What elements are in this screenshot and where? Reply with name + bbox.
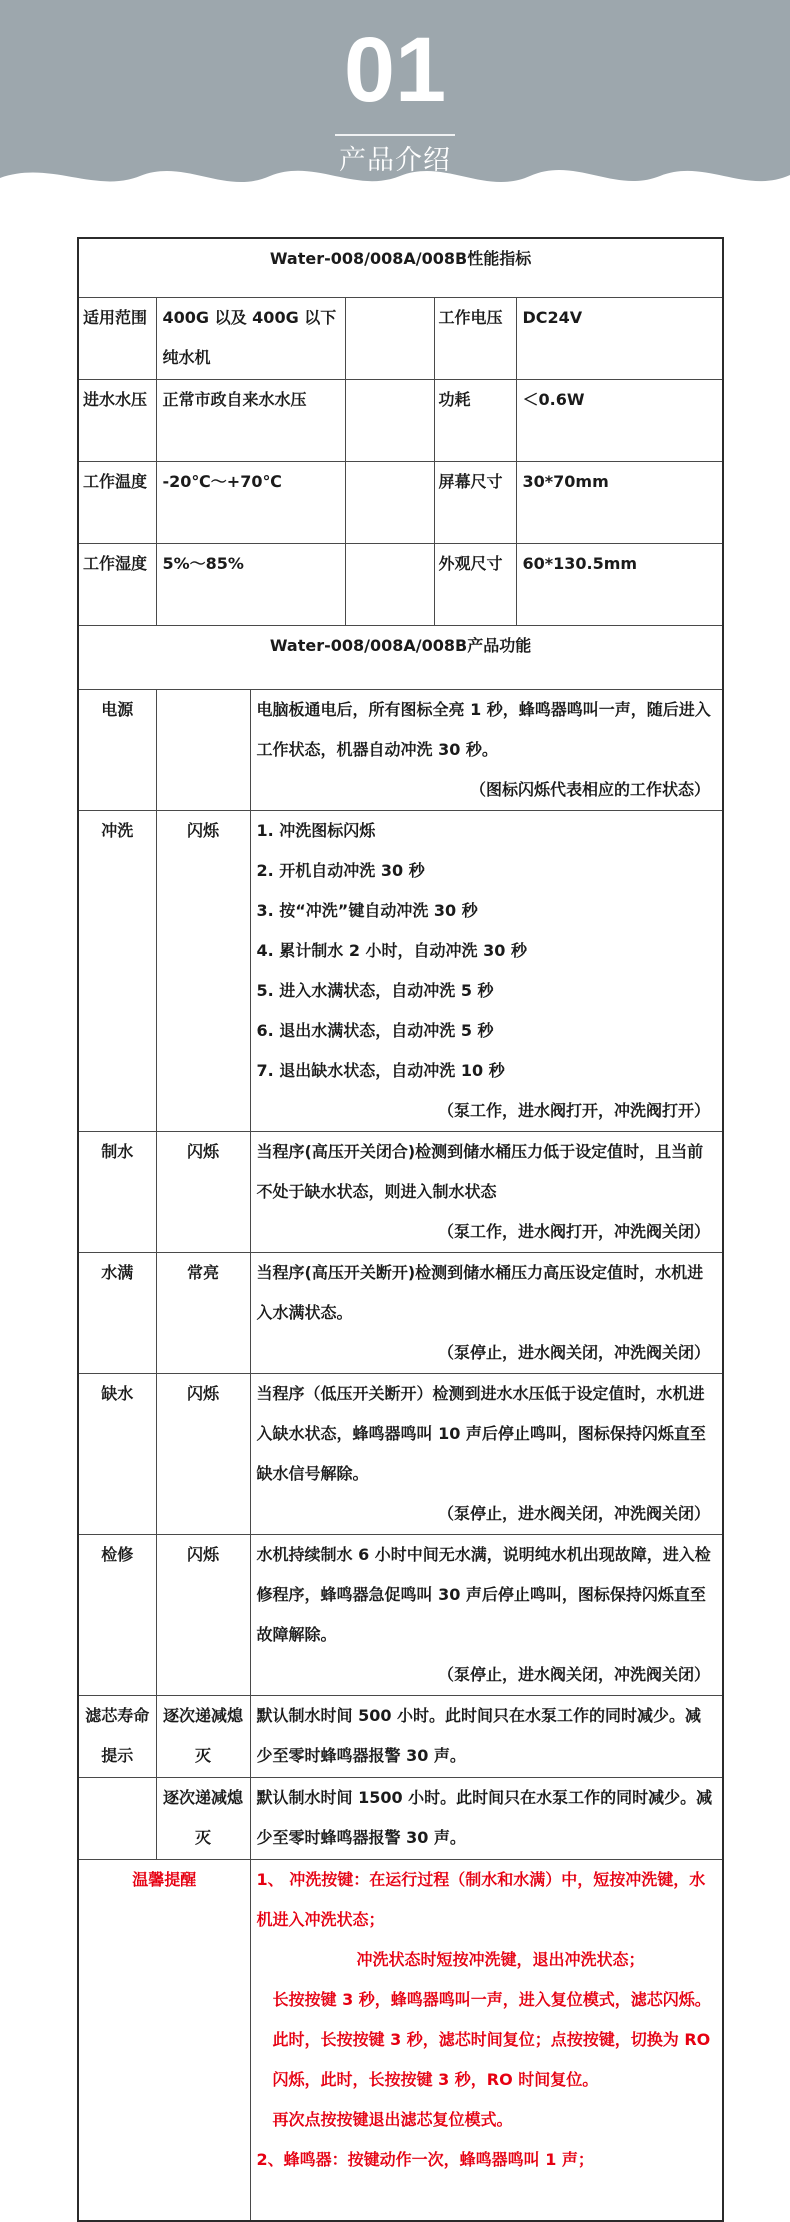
function-state	[156, 689, 250, 810]
spec-value: 60*130.5mm	[516, 543, 723, 625]
description-line: 7. 退出缺水状态，自动冲洗 10 秒	[256, 1060, 505, 1080]
spec-label: 工作湿度	[78, 543, 156, 625]
section-title: 产品介绍	[339, 145, 451, 176]
description-line: 6. 退出水满状态，自动冲洗 5 秒	[256, 1020, 494, 1040]
banner-divider	[335, 134, 455, 136]
spec-row	[78, 379, 723, 461]
function-name: 滤芯寿命提示	[78, 1695, 156, 1777]
function-name: 检修	[78, 1534, 156, 1695]
tip-line: 1、 冲洗按键：在运行过程（制水和水满）中，短按冲洗键，水机进入冲洗状态；	[256, 1869, 706, 1929]
function-description	[250, 1373, 723, 1534]
function-state: 常亮	[156, 1252, 250, 1373]
tip-line: 冲洗状态时短按冲洗键，退出冲洗状态；	[356, 1949, 645, 1969]
function-description	[250, 1252, 723, 1373]
spec-empty-cell	[345, 297, 434, 379]
spec-value: 30*70mm	[516, 461, 723, 543]
function-row-filter-1	[78, 1695, 723, 1777]
spec-empty-cell	[345, 379, 434, 461]
spec-empty-cell	[345, 543, 434, 625]
description-note: （泵停止，进水阀关闭，冲洗阀关闭）	[438, 1503, 711, 1523]
header-banner	[0, 0, 790, 200]
description-line: 当程序(高压开关断开)检测到储水桶压力高压设定值时，水机进入水满状态。	[256, 1262, 704, 1322]
tips-description	[250, 1859, 723, 2221]
spec-label: 功耗	[434, 379, 516, 461]
function-state: 闪烁	[156, 1534, 250, 1695]
description-note: （图标闪烁代表相应的工作状态）	[470, 779, 711, 799]
function-row-water-full	[78, 1252, 723, 1373]
function-description	[250, 810, 723, 1131]
function-row-tips	[78, 1859, 723, 2221]
description-line: 2. 开机自动冲洗 30 秒	[256, 860, 425, 880]
description-line: 5. 进入水满状态，自动冲洗 5 秒	[256, 980, 494, 1000]
spec-row	[78, 543, 723, 625]
function-description	[250, 689, 723, 810]
description-line: 当程序(高压开关闭合)检测到储水桶压力低于设定值时，且当前不处于缺水状态，则进入制水状态	[256, 1141, 704, 1201]
description-line: 1. 冲洗图标闪烁	[256, 820, 376, 840]
spec-value: -20℃～+70℃	[156, 461, 345, 543]
function-name: 电源	[78, 689, 156, 810]
function-state: 逐次递减熄灭	[156, 1777, 250, 1859]
section-number: 01	[343, 19, 447, 121]
function-description: 默认制水时间 1500 小时。此时间只在水泵工作的同时减少。减少至零时蜂鸣器报警 30 声。	[250, 1777, 723, 1859]
spec-value: 正常市政自来水水压	[156, 379, 345, 461]
function-description	[250, 1534, 723, 1695]
function-name: 缺水	[78, 1373, 156, 1534]
spec-label: 进水水压	[78, 379, 156, 461]
spec-row	[78, 297, 723, 379]
function-row-filter-2	[78, 1777, 723, 1859]
spec-label: 工作温度	[78, 461, 156, 543]
function-name	[78, 1777, 156, 1859]
function-description: 默认制水时间 500 小时。此时间只在水泵工作的同时减少。减少至零时蜂鸣器报警 30 声。	[250, 1695, 723, 1777]
function-row-make-water	[78, 1131, 723, 1252]
description-note: （泵工作，进水阀打开，冲洗阀打开）	[438, 1100, 711, 1120]
function-row-power	[78, 689, 723, 810]
description-line: 3. 按“冲洗”键自动冲洗 30 秒	[256, 900, 478, 920]
spec-value: DC24V	[516, 297, 723, 379]
spec-empty-cell	[345, 461, 434, 543]
tips-name: 温馨提醒	[78, 1859, 250, 2221]
spec-label: 屏幕尺寸	[434, 461, 516, 543]
function-state: 闪烁	[156, 1373, 250, 1534]
function-description	[250, 1131, 723, 1252]
spec-value: ＜0.6W	[516, 379, 723, 461]
tip-line: 2、蜂鸣器：按键动作一次，蜂鸣器鸣叫 1 声；	[256, 2149, 594, 2169]
function-state: 闪烁	[156, 810, 250, 1131]
spec-function-table	[77, 237, 724, 2222]
description-note: （泵停止，进水阀关闭，冲洗阀关闭）	[438, 1342, 711, 1362]
function-name: 水满	[78, 1252, 156, 1373]
function-state: 逐次递减熄灭	[156, 1695, 250, 1777]
function-name: 制水	[78, 1131, 156, 1252]
spec-value: 5%～85%	[156, 543, 345, 625]
tip-line: 再次点按按键退出滤芯复位模式。	[272, 2109, 513, 2129]
tip-line: 长按按键 3 秒，蜂鸣器鸣叫一声，进入复位模式，滤芯闪烁。此时，长按按键 3 秒，滤芯时间复位；点按按键，切换为 RO 闪烁，此时，长按按键 3 秒，RO 时间复位。	[272, 1989, 711, 2089]
description-line: 水机持续制水 6 小时中间无水满，说明纯水机出现故障，进入检修程序，蜂鸣器急促鸣叫 30 声后停止鸣叫，图标保持闪烁直至故障解除。	[256, 1544, 711, 1644]
description-line: 电脑板通电后，所有图标全亮 1 秒，蜂鸣器鸣叫一声，随后进入工作状态，机器自动冲洗 30 秒。	[256, 699, 711, 759]
spec-label: 外观尺寸	[434, 543, 516, 625]
spec-value: 400G 以及 400G 以下纯水机	[156, 297, 345, 379]
description-line: 4. 累计制水 2 小时，自动冲洗 30 秒	[256, 940, 527, 960]
spec-row	[78, 461, 723, 543]
spec-label: 适用范围	[78, 297, 156, 379]
spec-label: 工作电压	[434, 297, 516, 379]
description-note: （泵工作，进水阀打开，冲洗阀关闭）	[438, 1221, 711, 1241]
description-line: 当程序（低压开关断开）检测到进水水压低于设定值时，水机进入缺水状态，蜂鸣器鸣叫 10 声后停止鸣叫，图标保持闪烁直至缺水信号解除。	[256, 1383, 706, 1483]
function-row-flush	[78, 810, 723, 1131]
description-note: （泵停止，进水阀关闭，冲洗阀关闭）	[438, 1664, 711, 1684]
function-name: 冲洗	[78, 810, 156, 1131]
specs-title: Water-008/008A/008B性能指标	[78, 238, 723, 297]
function-row-maintenance	[78, 1534, 723, 1695]
function-row-water-shortage	[78, 1373, 723, 1534]
functions-title: Water-008/008A/008B产品功能	[78, 625, 723, 689]
function-state: 闪烁	[156, 1131, 250, 1252]
